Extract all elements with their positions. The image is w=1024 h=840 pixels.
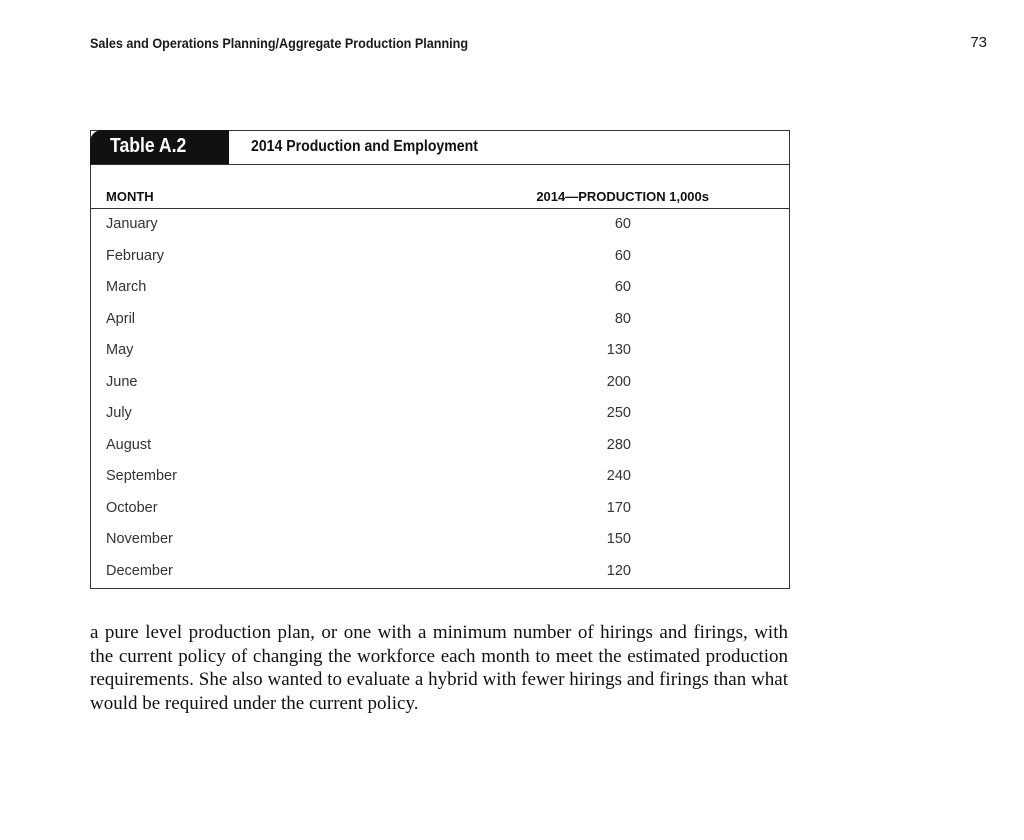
production-cell: 60 bbox=[614, 279, 631, 295]
month-cell: November bbox=[106, 531, 173, 547]
table-row bbox=[91, 370, 789, 402]
table-row bbox=[91, 307, 789, 339]
table-row bbox=[91, 338, 789, 370]
table-label bbox=[90, 130, 229, 165]
body-paragraph: a pure level production plan, or one with a minimum number of hirings and firings, with the current policy of changing the workforce each month to meet the estimated production requirements. She also wanted to evaluate a hybrid with fewer hirings and firings than what would be required under the current policy. bbox=[90, 622, 788, 714]
month-cell: March bbox=[106, 279, 147, 295]
caption-divider bbox=[91, 164, 789, 165]
month-cell: January bbox=[106, 216, 158, 232]
month-cell: July bbox=[106, 405, 132, 421]
table-row bbox=[91, 527, 789, 559]
month-cell: September bbox=[106, 468, 177, 484]
production-cell: 80 bbox=[614, 310, 631, 327]
production-cell: 170 bbox=[606, 499, 631, 516]
column-header-month: MONTH bbox=[106, 189, 154, 204]
production-cell: 120 bbox=[606, 562, 631, 579]
table-row bbox=[91, 496, 789, 528]
production-cell: 250 bbox=[606, 405, 631, 421]
table-body bbox=[91, 212, 789, 590]
month-cell: June bbox=[106, 373, 138, 390]
production-cell: 240 bbox=[606, 468, 631, 484]
table-row bbox=[91, 244, 789, 276]
production-cell: 60 bbox=[614, 247, 631, 264]
table-row bbox=[91, 212, 789, 244]
table-row bbox=[91, 275, 789, 307]
month-cell: April bbox=[106, 310, 136, 327]
page-number: 73 bbox=[970, 34, 987, 51]
month-cell: February bbox=[106, 247, 165, 264]
running-head: Sales and Operations Planning/Aggregate Production Planning bbox=[90, 35, 469, 51]
header-divider bbox=[91, 208, 789, 209]
production-cell: 280 bbox=[606, 436, 631, 453]
production-cell: 60 bbox=[614, 216, 631, 232]
table-a2 bbox=[90, 130, 790, 589]
production-cell: 200 bbox=[606, 373, 631, 390]
table-row bbox=[91, 401, 789, 433]
production-cell: 130 bbox=[606, 342, 631, 358]
table-row bbox=[91, 559, 789, 591]
table-row bbox=[91, 433, 789, 465]
production-cell: 150 bbox=[606, 531, 631, 547]
month-cell: May bbox=[106, 342, 134, 358]
column-header-production: 2014—PRODUCTION 1,000s bbox=[536, 189, 709, 204]
month-cell: December bbox=[106, 562, 173, 579]
month-cell: October bbox=[106, 499, 158, 516]
table-row bbox=[91, 464, 789, 496]
month-cell: August bbox=[106, 436, 152, 453]
table-label-text: Table A.2 bbox=[110, 135, 187, 157]
table-title: 2014 Production and Employment bbox=[251, 138, 478, 155]
